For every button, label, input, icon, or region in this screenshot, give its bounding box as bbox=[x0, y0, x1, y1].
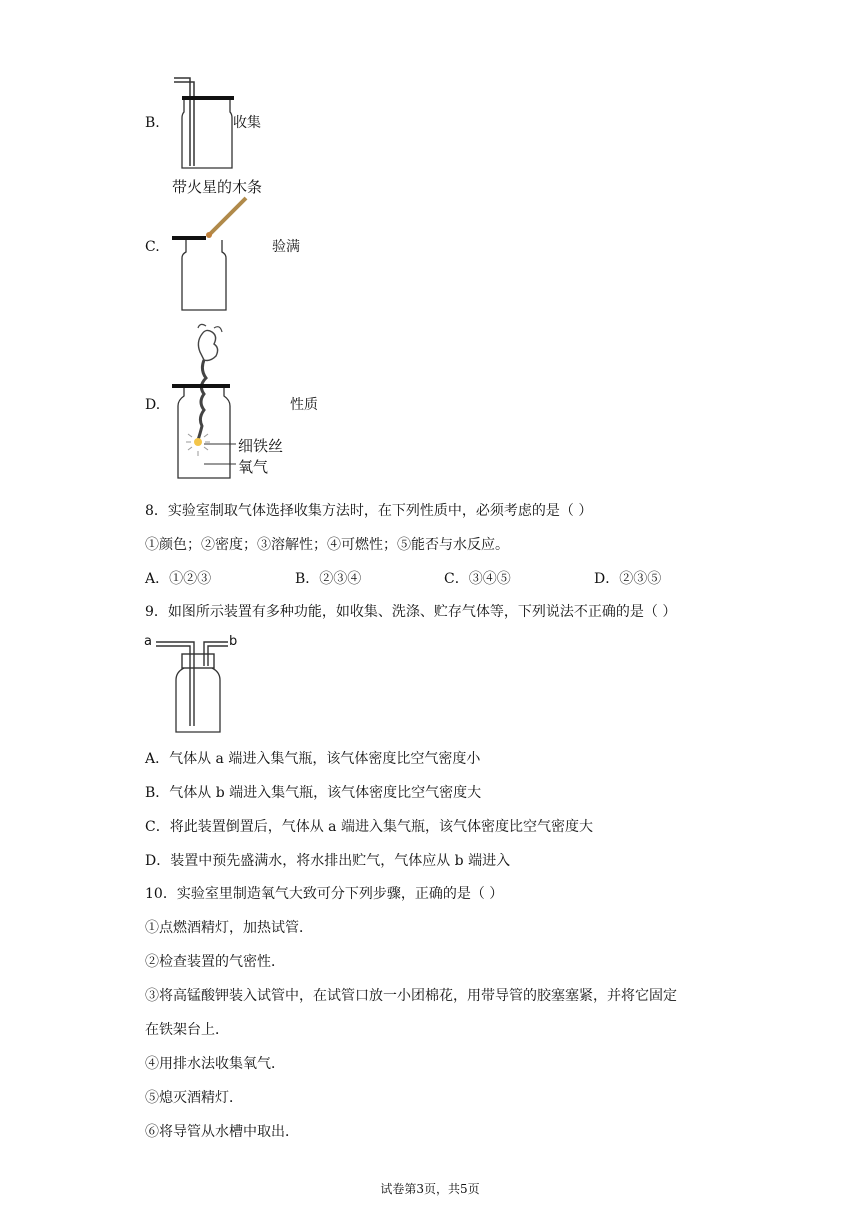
option-c-label: C. bbox=[145, 239, 160, 255]
port-b-label: b bbox=[229, 634, 238, 649]
q9-stem: 9．如图所示装置有多种功能，如收集、洗涤、贮存气体等，下列说法不正确的是（ ） bbox=[145, 604, 677, 620]
q9-choice-d: D．装置中预先盛满水，将水排出贮气，气体应从 b 端进入 bbox=[145, 853, 511, 869]
q9-choice-a: A．气体从 a 端进入集气瓶，该气体密度比空气密度小 bbox=[145, 751, 481, 767]
q10-step-1: ①点燃酒精灯，加热试管． bbox=[145, 920, 313, 936]
option-b-caption: 收集 bbox=[233, 115, 261, 131]
q8-choice-c: C．③④⑤ bbox=[444, 571, 511, 587]
fine-iron-wire-label: 细铁丝 bbox=[238, 437, 284, 455]
option-d-caption: 性质 bbox=[290, 397, 318, 413]
q8-list: ①颜色；②密度；③溶解性；④可燃性；⑤能否与水反应。 bbox=[145, 537, 509, 553]
oxygen-label: 氧气 bbox=[238, 458, 269, 476]
q8-stem: 8．实验室制取气体选择收集方法时，在下列性质中，必须考虑的是（ ） bbox=[145, 503, 593, 519]
q10-step-6: ⑥将导管从水槽中取出． bbox=[145, 1124, 299, 1140]
q9-choice-c: C．将此装置倒置后，气体从 a 端进入集气瓶，该气体密度比空气密度大 bbox=[145, 819, 593, 835]
q8-choice-b: B．②③④ bbox=[295, 571, 362, 587]
q10-stem: 10．实验室里制造氧气大致可分下列步骤，正确的是（ ） bbox=[145, 886, 504, 902]
page-footer: 试卷第3页，共5页 bbox=[380, 1182, 480, 1196]
q10-step-5: ⑤熄灭酒精灯． bbox=[145, 1090, 243, 1106]
q8-choice-d: D．②③⑤ bbox=[594, 571, 662, 587]
glowing-splint-label: 带火星的木条 bbox=[172, 178, 263, 196]
option-c-caption: 验满 bbox=[272, 239, 300, 255]
option-d-label: D. bbox=[145, 397, 161, 413]
q9-choice-b: B．气体从 b 端进入集气瓶，该气体密度比空气密度大 bbox=[145, 785, 482, 801]
iron-wire-combustion-figure bbox=[170, 322, 240, 482]
q10-step-2: ②检查装置的气密性． bbox=[145, 954, 285, 970]
port-a-label: a bbox=[144, 634, 152, 649]
splint-bottle-figure bbox=[170, 196, 250, 314]
q10-step-4: ④用排水法收集氧气． bbox=[145, 1056, 285, 1072]
multi-function-bottle-figure bbox=[154, 636, 234, 736]
q10-step-3-cont: 在铁架台上． bbox=[145, 1022, 229, 1038]
q8-choice-a: A．①②③ bbox=[145, 571, 212, 587]
collection-bottle-figure bbox=[170, 72, 240, 172]
q10-step-3: ③将高锰酸钾装入试管中，在试管口放一小团棉花，用带导管的胶塞塞紧，并将它固定 bbox=[145, 988, 677, 1004]
option-b-label: B. bbox=[145, 115, 160, 131]
